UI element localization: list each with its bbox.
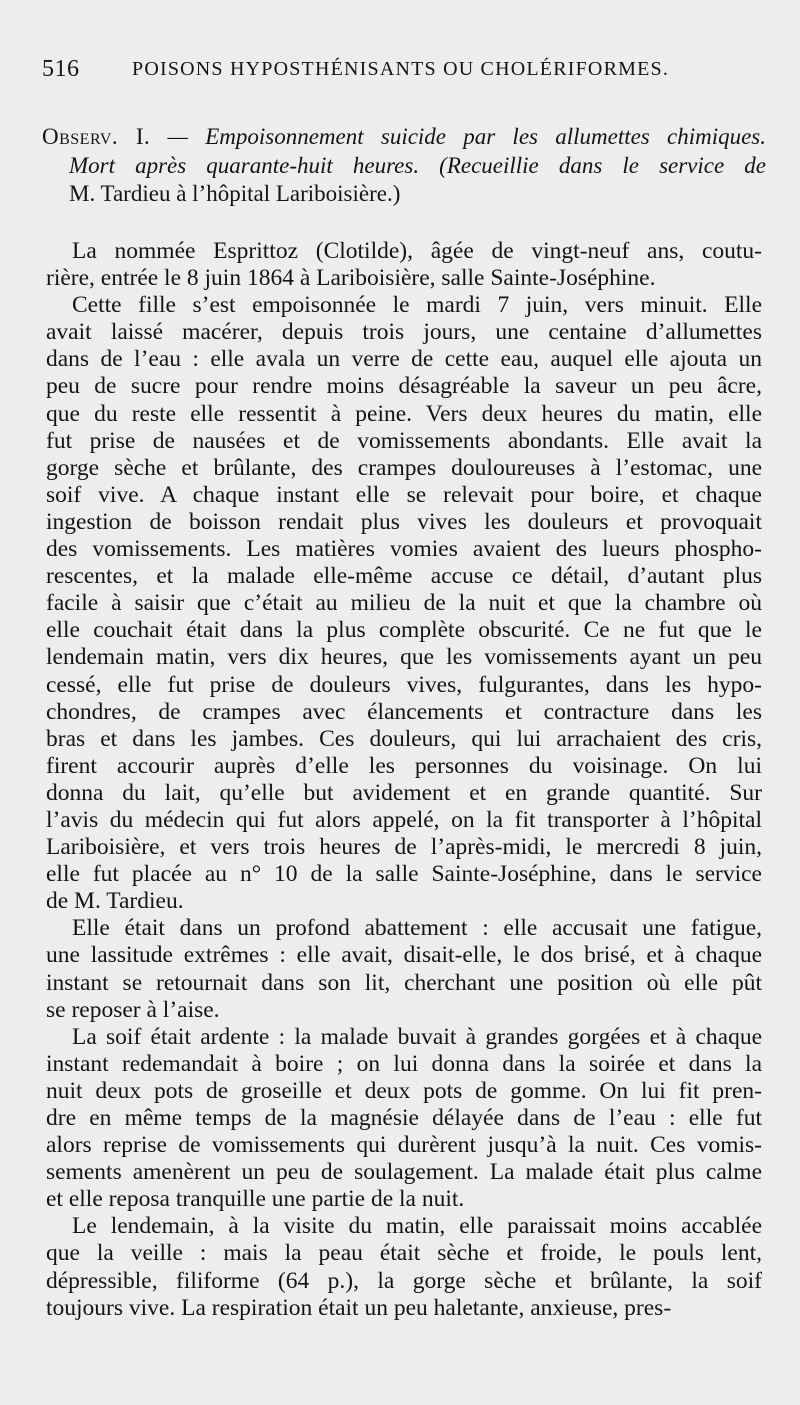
text-line: Lariboisière, et vers trois heures de l’après-midi, le mercredi 8 juin, xyxy=(46,834,762,861)
text-line: chondres, de crampes avec élancements et contracture dans les xyxy=(46,698,762,725)
text-line: des vomissements. Les matières vomies avaient des lueurs phospho- xyxy=(46,536,762,563)
text-line: ingestion de boisson rendait plus vives les douleurs et provoquait xyxy=(46,508,762,535)
text-line: que du reste elle ressentit à peine. Vers deux heures du matin, elle xyxy=(46,400,762,427)
text-line: La soif était ardente : la malade buvait à grandes gorgées et à chaque xyxy=(72,1023,762,1050)
text-line: sements amenèrent un peu de soulagement. La malade était plus calme xyxy=(46,1159,762,1186)
paragraph xyxy=(46,238,762,292)
text-line: La nommée Esprittoz (Clotilde), âgée de vingt-neuf ans, coutu- xyxy=(72,238,762,264)
text-line: Elle était dans un profond abattement : elle accusait une fatigue, xyxy=(72,915,762,942)
text-line: soif vive. A chaque instant elle se relevait pour boire, et chaque xyxy=(46,481,762,508)
observation-heading xyxy=(42,123,766,209)
page-number: 516 xyxy=(42,56,80,82)
paragraph xyxy=(46,915,762,1023)
text-line: de M. Tardieu. xyxy=(46,888,184,915)
text-line: Cette fille s’est empoisonnée le mardi 7 juin, vers minuit. Elle xyxy=(72,292,762,319)
text-line: une lassitude extrêmes : elle avait, disait-elle, le dos brisé, et à chaque xyxy=(46,942,762,969)
text-line: firent accourir auprès d’elle les personnes du voisinage. On lui xyxy=(46,752,762,779)
text-line: instant se retournait dans son lit, cherchant une position où elle pût xyxy=(46,969,762,996)
body-text xyxy=(46,238,762,1322)
running-title: POISONS HYPOSTHÉNISANTS OU CHOLÉRIFORMES. xyxy=(132,58,670,80)
observation-heading-line xyxy=(42,180,766,209)
text-line: peu de sucre pour rendre moins désagréable la saveur un peu âcre, xyxy=(46,373,762,400)
text-line: se reposer à l’aise. xyxy=(46,996,220,1023)
text-line: elle couchait était dans la plus complète obscurité. Ce ne fut que le xyxy=(46,617,762,644)
text-line: dre en même temps de la magnésie délayée dans de l’eau : elle fut xyxy=(46,1105,762,1131)
text-line: rière, entrée le 8 juin 1864 à Lariboisière, salle Sainte-Joséphine. xyxy=(46,265,656,292)
observation-title-line: M. Tardieu à l’hôpital Lariboisière.) xyxy=(69,181,401,206)
text-line: l’avis du médecin qui fut alors appelé, on la fit transporter à l’hôpital xyxy=(46,806,762,833)
paragraph xyxy=(46,1024,762,1214)
text-line: dépressible, filiforme (64 p.), la gorge sèche et brûlante, la soif xyxy=(46,1267,762,1294)
observation-title-line: Mort après quarante-huit heures. (Recueillie dans le service de xyxy=(69,152,766,178)
observation-heading-line xyxy=(42,152,766,181)
observation-label: Observ. I. xyxy=(42,124,151,149)
text-line: nuit deux pots de groseille et deux pots de gomme. On lui fit pren- xyxy=(46,1077,762,1104)
text-line: avait laissé macérer, depuis trois jours, une centaine d’allumettes xyxy=(46,319,762,346)
text-line: elle fut placée au n° 10 de la salle Sainte-Joséphine, dans le service xyxy=(46,861,762,888)
observation-heading-line xyxy=(42,123,766,152)
text-line: que la veille : mais la peau était sèche et froide, le pouls lent, xyxy=(46,1240,762,1267)
text-line: rescentes, et la malade elle-même accuse ce détail, d’autant plus xyxy=(46,563,762,590)
text-line: gorge sèche et brûlante, des crampes douloureuses à l’estomac, une xyxy=(46,454,762,481)
text-line: toujours vive. La respiration était un peu haletante, anxieuse, pres- xyxy=(46,1294,672,1321)
page-header xyxy=(42,56,762,90)
text-line: fut prise de nausées et de vomissements abondants. Elle avait la xyxy=(46,427,762,454)
text-line: bras et dans les jambes. Ces douleurs, qui lui arrachaient des cris, xyxy=(46,725,762,752)
text-line: dans de l’eau : elle avala un verre de cette eau, auquel elle ajouta un xyxy=(46,346,762,373)
text-line: cessé, elle fut prise de douleurs vives, fulgurantes, dans les hypo- xyxy=(46,671,762,698)
paragraph xyxy=(46,292,762,915)
text-line: et elle reposa tranquille une partie de la nuit. xyxy=(46,1186,465,1213)
text-line: donna du lait, qu’elle but avidement et en grande quantité. Sur xyxy=(46,779,762,806)
text-line: lendemain matin, vers dix heures, que les vomissements ayant un peu xyxy=(46,644,762,671)
text-line: Le lendemain, à la visite du matin, elle paraissait moins accablée xyxy=(72,1213,762,1240)
paragraph xyxy=(46,1213,762,1321)
text-line: alors reprise de vomissements qui durèrent jusqu’à la nuit. Ces vomis- xyxy=(46,1132,762,1159)
text-line: facile à saisir que c’était au milieu de la nuit et que la chambre où xyxy=(46,590,762,617)
text-line: instant redemandait à boire ; on lui donna dans la soirée et dans la xyxy=(46,1050,762,1077)
observation-title-line: — Empoisonnement suicide par les allumettes chimiques. xyxy=(167,124,766,149)
